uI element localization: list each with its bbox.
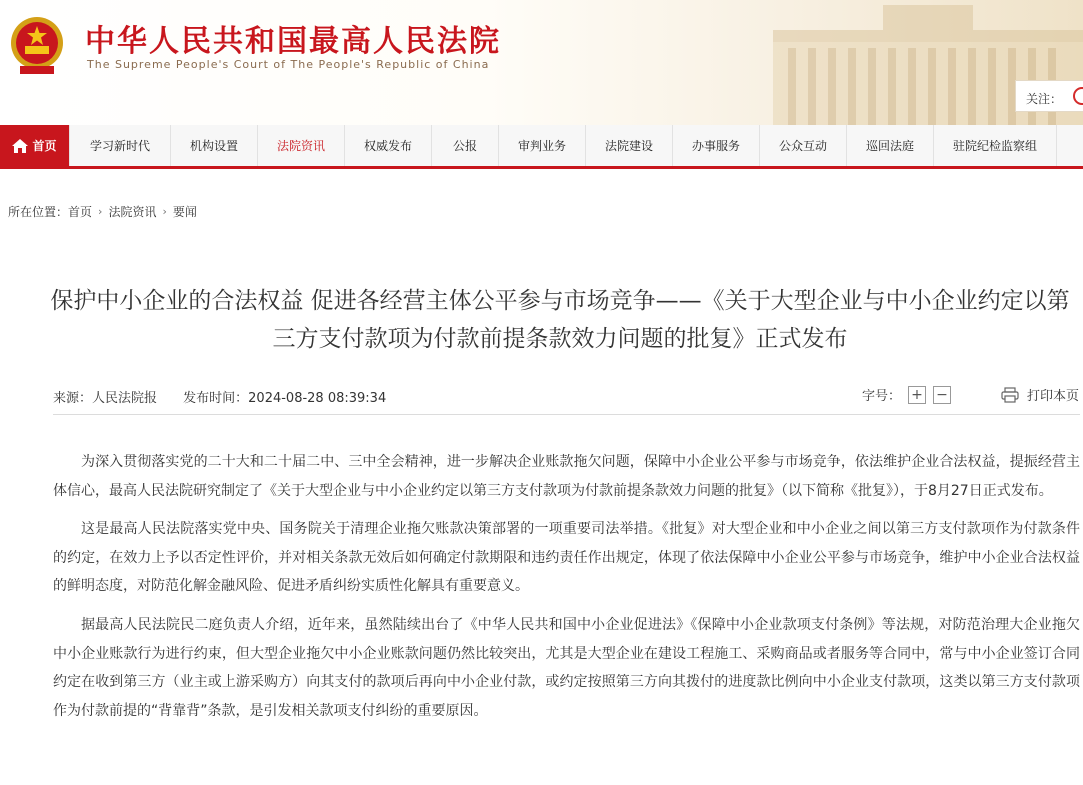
nav-item-trial[interactable] [499, 125, 586, 166]
nav-item-label: 权威发布 [363, 139, 412, 153]
article-paragraph: 据最高人民法院民二庭负责人介绍，近年来，虽然陆续出台了《中华人民共和国中小企业促进法》《保障中小企业款项支付条例》等法规，对防范治理大企业拖欠中小企业账款行为进行约束，但大型企业拖欠中小企业账款问题仍然比较突出，尤其是大型企业在建设工程施工、采购商品或者服务等合同中，常与中小企业签订合同约定在收到第三方（业主或上游采购方）向其支付的款项后再向中小企业付款，或约定按照第三方向其拨付的进度款比例向中小企业支付款项，这类以第三方支付款项作为付款前提的“背靠背”条款，是引发相关款项支付纠纷的重要原因。 [53, 616, 1080, 719]
nav-item-label: 首页 [32, 139, 57, 153]
nav-item-label: 办事服务 [691, 139, 740, 153]
article-paragraph: 这是最高人民法院落实党中央、国务院关于清理企业拖欠账款决策部署的一项重要司法举措。《批复》对大型企业和中小企业之间以第三方支付款项作为付款条件的约定，在效力上予以否定性评价，并对相关条款无效后如何确定付款期限和违约责任作出规定，体现了依法保障中小企业公平参与市场竞争，维护中小企业合法权益的鲜明态度，对防范化解金融风险、促进矛盾纠纷实质性化解具有重要意义。 [53, 521, 1080, 595]
follow-box [1015, 80, 1083, 112]
nav-item-label: 公众互动 [778, 139, 827, 153]
nav-item-label: 公报 [452, 139, 477, 153]
nav-item-gazette[interactable] [432, 125, 499, 166]
home-icon [12, 139, 28, 153]
article-publish-time: 发布时间：2024-08-28 08:39:34 [183, 391, 387, 406]
article-source: 来源：人民法院报 [53, 391, 158, 406]
nav-item-study[interactable] [70, 125, 171, 166]
font-size-label: 字号： [861, 389, 901, 404]
follow-label: 关注： [1026, 92, 1063, 106]
nav-item-court-news[interactable] [258, 125, 345, 166]
article-paragraph: 为深入贯彻落实党的二十大和二十届二中、三中全会精神，进一步解决企业账款拖欠问题，保障中小企业公平参与市场竞争，依法维护企业合法权益，提振经营主体信心，最高人民法院研究制定了《关于大型企业与中小企业约定以第三方支付款项为付款前提条款效力问题的批复》（以下简称《批复》），于8月27日正式发布。 [53, 454, 1080, 499]
nav-item-label: 法院资讯 [276, 139, 325, 153]
breadcrumb-home[interactable]: 首页 [68, 205, 93, 219]
nav-item-circuit[interactable] [847, 125, 934, 166]
main-nav [0, 125, 1083, 169]
nav-item-label: 巡回法庭 [865, 139, 914, 153]
nav-item-institutions[interactable] [171, 125, 258, 166]
nav-item-label: 机构设置 [189, 139, 238, 153]
font-increase-button[interactable]: + [908, 386, 926, 404]
nav-item-interaction[interactable] [760, 125, 847, 166]
site-subtitle: The Supreme People's Court of The People's Republic of China [87, 58, 490, 71]
article-meta [53, 387, 408, 406]
nav-item-label: 驻院纪检监察组 [952, 139, 1037, 153]
breadcrumb-prefix: 所在位置： [8, 205, 69, 219]
article-title: 保护中小企业的合法权益 促进各经营主体公平参与市场竞争——《关于大型企业与中小企业约定以第三方支付款项为付款前提条款效力问题的批复》正式发布 [50, 288, 1070, 352]
nav-item-label: 学习新时代 [89, 139, 150, 153]
nav-item-releases[interactable] [345, 125, 432, 166]
weibo-icon[interactable] [1073, 87, 1083, 105]
meta-divider [53, 414, 1080, 415]
site-header [0, 0, 1083, 125]
nav-item-services[interactable] [673, 125, 760, 166]
print-icon[interactable] [1001, 387, 1019, 403]
chevron-right-icon: › [162, 205, 167, 218]
font-decrease-button[interactable]: − [933, 386, 951, 404]
breadcrumb-headlines[interactable]: 要闻 [172, 205, 197, 219]
national-emblem-icon [8, 14, 66, 76]
article-tools [862, 385, 1079, 404]
nav-item-home[interactable] [0, 125, 70, 166]
nav-item-construction[interactable] [586, 125, 673, 166]
article-body [53, 448, 1080, 735]
nav-item-inspection[interactable] [934, 125, 1057, 166]
print-button[interactable]: 打印本页 [1026, 389, 1079, 404]
breadcrumb-court-news[interactable]: 法院资讯 [108, 205, 157, 219]
site-title: 中华人民共和国最高人民法院 [85, 24, 501, 59]
nav-item-label: 审判业务 [517, 139, 566, 153]
breadcrumb [8, 203, 197, 220]
nav-item-label: 法院建设 [604, 139, 653, 153]
chevron-right-icon: › [98, 205, 103, 218]
